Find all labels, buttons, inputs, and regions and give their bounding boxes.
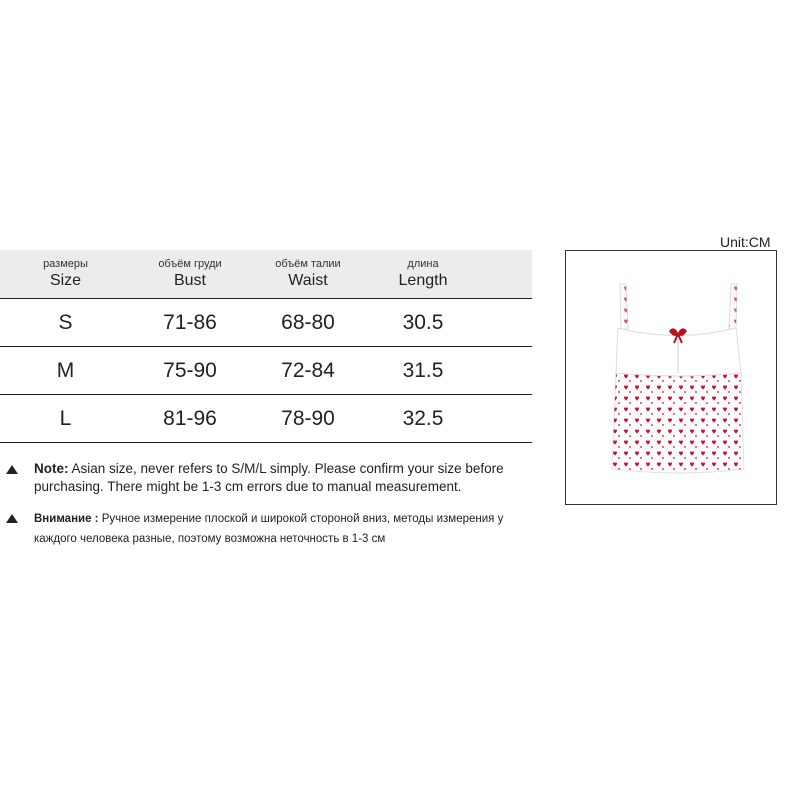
unit-label: Unit:CM — [720, 234, 771, 250]
bust-cell: 71-86 — [163, 310, 217, 334]
waist-cell: 68-80 — [281, 310, 335, 334]
bust-cell: 75-90 — [163, 358, 217, 382]
camisole-top-image — [566, 251, 776, 504]
note-russian — [6, 509, 544, 549]
table-row — [0, 347, 532, 395]
size-cell: M — [56, 358, 75, 382]
length-cell: 31.5 — [402, 358, 444, 382]
note-label: Note: — [34, 461, 69, 476]
header-waist: объём талии Waist — [275, 258, 341, 289]
waist-cell: 78-90 — [281, 406, 335, 430]
length-cell: 30.5 — [402, 310, 444, 334]
bust-cell: 81-96 — [163, 406, 217, 430]
size-chart-table — [0, 250, 532, 443]
table-row — [0, 395, 532, 443]
length-cell: 32.5 — [402, 406, 444, 430]
size-cell: L — [59, 406, 72, 430]
note-text: Asian size, never refers to S/M/L simply. Please confirm your size before purchasing. There might be 1-3 cm errors due to manual measurement. — [34, 461, 504, 494]
header-length: длина Length — [398, 258, 448, 289]
header-bust: объём груди Bust — [158, 258, 222, 289]
warning-triangle-icon — [6, 465, 18, 474]
note-english — [6, 460, 554, 496]
header-size: размеры Size — [43, 258, 88, 289]
table-row — [0, 299, 532, 347]
size-cell: S — [58, 310, 73, 334]
warning-triangle-icon — [6, 514, 18, 523]
waist-cell: 72-84 — [281, 358, 335, 382]
product-image-frame — [565, 250, 777, 505]
table-header-row — [0, 250, 532, 299]
note-text: Ручное измерение плоской и широкой стороной вниз, методы измерения у каждого человека разные, поэтому возможна неточность в 1-3 см — [34, 513, 504, 545]
note-label: Внимание : — [34, 513, 99, 525]
